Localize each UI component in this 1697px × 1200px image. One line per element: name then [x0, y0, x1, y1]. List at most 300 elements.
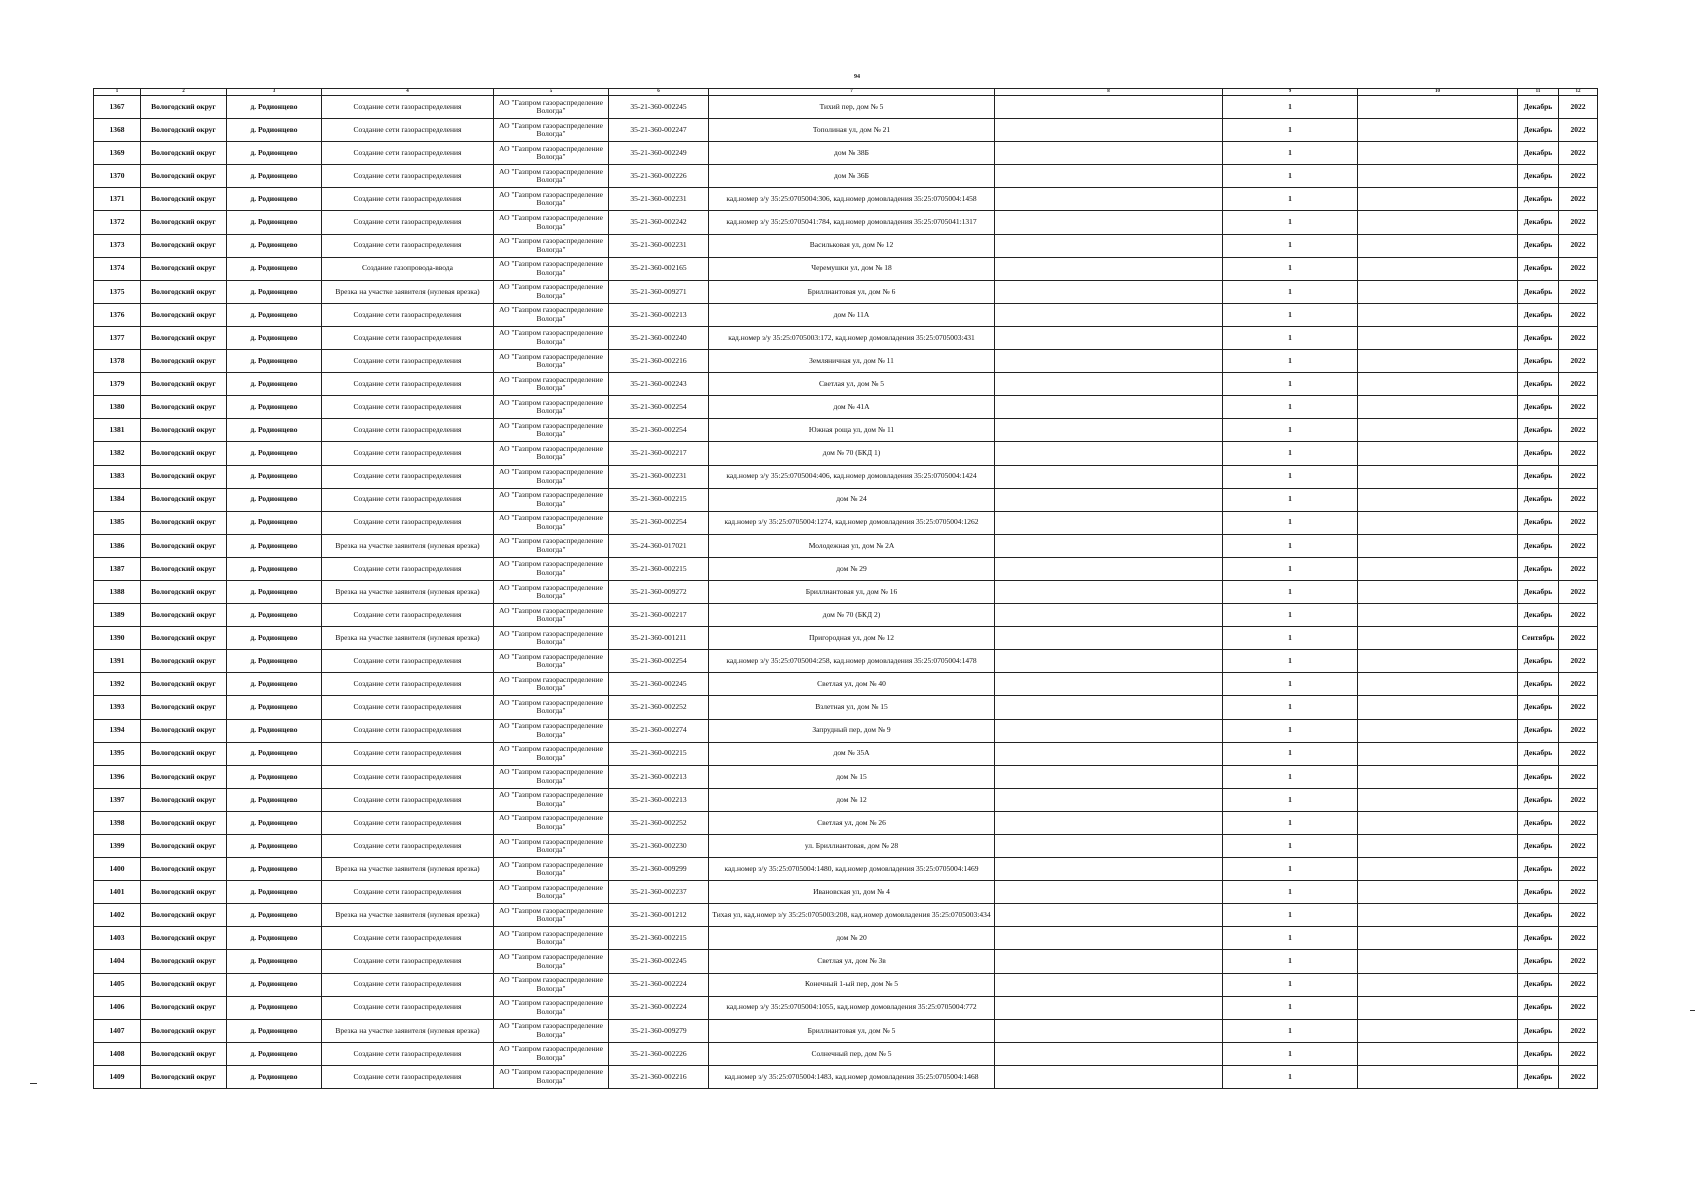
- address-cell: кад.номер з/у 35:25:0705004:1483, кад.номер домовладения 35:25:0705004:1468: [709, 1065, 995, 1088]
- organization-cell: АО "Газпром газораспределение Вологда": [494, 788, 609, 811]
- month-cell: Декабрь: [1518, 696, 1559, 719]
- work-type-cell: Создание сети газораспределения: [322, 396, 494, 419]
- object-code-cell: 35-21-360-002213: [609, 765, 709, 788]
- year-cell: 2022: [1559, 96, 1598, 119]
- district-cell: Вологодский округ: [141, 835, 227, 858]
- table-row: [94, 257, 1598, 280]
- quantity-cell: 1: [1223, 211, 1358, 234]
- object-code-cell: 35-21-360-002230: [609, 835, 709, 858]
- organization-cell: АО "Газпром газораспределение Вологда": [494, 996, 609, 1019]
- locality-cell: д. Родионцево: [227, 350, 322, 373]
- table-row: [94, 950, 1598, 973]
- month-cell: Декабрь: [1518, 788, 1559, 811]
- organization-cell: АО "Газпром газораспределение Вологда": [494, 234, 609, 257]
- table-row: [94, 673, 1598, 696]
- month-cell: Декабрь: [1518, 488, 1559, 511]
- work-type-cell: Создание сети газораспределения: [322, 788, 494, 811]
- column-number: 7: [709, 89, 995, 96]
- year-cell: 2022: [1559, 904, 1598, 927]
- column-8-cell: [995, 858, 1223, 881]
- work-type-cell: Создание сети газораспределения: [322, 465, 494, 488]
- column-10-cell: [1358, 326, 1518, 349]
- work-type-cell: Создание сети газораспределения: [322, 511, 494, 534]
- object-code-cell: 35-21-360-002217: [609, 604, 709, 627]
- work-type-cell: Создание сети газораспределения: [322, 557, 494, 580]
- organization-cell: АО "Газпром газораспределение Вологда": [494, 211, 609, 234]
- row-number: 1386: [94, 534, 141, 557]
- table-row: [94, 742, 1598, 765]
- address-cell: дом № 41А: [709, 396, 995, 419]
- column-10-cell: [1358, 858, 1518, 881]
- district-cell: Вологодский округ: [141, 904, 227, 927]
- district-cell: Вологодский округ: [141, 350, 227, 373]
- column-8-cell: [995, 488, 1223, 511]
- table-row: [94, 396, 1598, 419]
- table-row: [94, 188, 1598, 211]
- address-cell: дом № 70 (БКД 1): [709, 442, 995, 465]
- table-row: [94, 811, 1598, 834]
- column-8-cell: [995, 373, 1223, 396]
- locality-cell: д. Родионцево: [227, 557, 322, 580]
- column-8-cell: [995, 534, 1223, 557]
- object-code-cell: 35-21-360-002224: [609, 973, 709, 996]
- locality-cell: д. Родионцево: [227, 742, 322, 765]
- table-row: [94, 442, 1598, 465]
- column-10-cell: [1358, 650, 1518, 673]
- year-cell: 2022: [1559, 511, 1598, 534]
- column-10-cell: [1358, 119, 1518, 142]
- address-cell: Бриллиантовая ул, дом № 5: [709, 1019, 995, 1042]
- row-number: 1392: [94, 673, 141, 696]
- column-8-cell: [995, 742, 1223, 765]
- quantity-cell: 1: [1223, 96, 1358, 119]
- quantity-cell: 1: [1223, 557, 1358, 580]
- month-cell: Декабрь: [1518, 326, 1559, 349]
- organization-cell: АО "Газпром газораспределение Вологда": [494, 835, 609, 858]
- work-type-cell: Создание сети газораспределения: [322, 811, 494, 834]
- table-row: [94, 280, 1598, 303]
- locality-cell: д. Родионцево: [227, 303, 322, 326]
- year-cell: 2022: [1559, 373, 1598, 396]
- year-cell: 2022: [1559, 119, 1598, 142]
- row-number: 1376: [94, 303, 141, 326]
- object-code-cell: 35-21-360-002216: [609, 350, 709, 373]
- table-row: [94, 303, 1598, 326]
- district-cell: Вологодский округ: [141, 557, 227, 580]
- month-cell: Сентябрь: [1518, 627, 1559, 650]
- object-code-cell: 35-21-360-001211: [609, 627, 709, 650]
- organization-cell: АО "Газпром газораспределение Вологда": [494, 811, 609, 834]
- year-cell: 2022: [1559, 257, 1598, 280]
- locality-cell: д. Родионцево: [227, 673, 322, 696]
- district-cell: Вологодский округ: [141, 650, 227, 673]
- column-8-cell: [995, 1042, 1223, 1065]
- quantity-cell: 1: [1223, 1065, 1358, 1088]
- work-type-cell: Создание сети газораспределения: [322, 650, 494, 673]
- work-type-cell: Создание сети газораспределения: [322, 303, 494, 326]
- organization-cell: АО "Газпром газораспределение Вологда": [494, 1065, 609, 1088]
- column-8-cell: [995, 419, 1223, 442]
- organization-cell: АО "Газпром газораспределение Вологда": [494, 326, 609, 349]
- address-cell: дом № 38Б: [709, 142, 995, 165]
- column-8-cell: [995, 996, 1223, 1019]
- locality-cell: д. Родионцево: [227, 511, 322, 534]
- organization-cell: АО "Газпром газораспределение Вологда": [494, 488, 609, 511]
- address-cell: кад.номер з/у 35:25:0705003:172, кад.номер домовладения 35:25:0705003:431: [709, 326, 995, 349]
- quantity-cell: 1: [1223, 604, 1358, 627]
- column-number: 8: [995, 89, 1223, 96]
- district-cell: Вологодский округ: [141, 326, 227, 349]
- row-number: 1405: [94, 973, 141, 996]
- column-10-cell: [1358, 673, 1518, 696]
- locality-cell: д. Родионцево: [227, 488, 322, 511]
- work-type-cell: Создание сети газораспределения: [322, 188, 494, 211]
- quantity-cell: 1: [1223, 350, 1358, 373]
- organization-cell: АО "Газпром газораспределение Вологда": [494, 396, 609, 419]
- locality-cell: д. Родионцево: [227, 534, 322, 557]
- address-cell: кад.номер з/у 35:25:0705004:1274, кад.номер домовладения 35:25:0705004:1262: [709, 511, 995, 534]
- district-cell: Вологодский округ: [141, 1065, 227, 1088]
- column-10-cell: [1358, 257, 1518, 280]
- locality-cell: д. Родионцево: [227, 835, 322, 858]
- column-10-cell: [1358, 996, 1518, 1019]
- address-cell: кад.номер з/у 35:25:0705004:306, кад.номер домовладения 35:25:0705004:1458: [709, 188, 995, 211]
- year-cell: 2022: [1559, 350, 1598, 373]
- table-row: [94, 1042, 1598, 1065]
- locality-cell: д. Родионцево: [227, 1065, 322, 1088]
- work-type-cell: Врезка на участке заявителя (нулевая врезка): [322, 627, 494, 650]
- month-cell: Декабрь: [1518, 511, 1559, 534]
- year-cell: 2022: [1559, 1065, 1598, 1088]
- month-cell: Декабрь: [1518, 234, 1559, 257]
- address-cell: дом № 36Б: [709, 165, 995, 188]
- year-cell: 2022: [1559, 858, 1598, 881]
- locality-cell: д. Родионцево: [227, 188, 322, 211]
- address-cell: Черемушки ул, дом № 18: [709, 257, 995, 280]
- year-cell: 2022: [1559, 973, 1598, 996]
- locality-cell: д. Родионцево: [227, 165, 322, 188]
- organization-cell: АО "Газпром газораспределение Вологда": [494, 373, 609, 396]
- organization-cell: АО "Газпром газораспределение Вологда": [494, 534, 609, 557]
- quantity-cell: 1: [1223, 188, 1358, 211]
- quantity-cell: 1: [1223, 165, 1358, 188]
- year-cell: 2022: [1559, 534, 1598, 557]
- column-8-cell: [995, 557, 1223, 580]
- month-cell: Декабрь: [1518, 835, 1559, 858]
- quantity-cell: 1: [1223, 442, 1358, 465]
- row-number: 1368: [94, 119, 141, 142]
- column-8-cell: [995, 465, 1223, 488]
- column-10-cell: [1358, 1065, 1518, 1088]
- row-number: 1383: [94, 465, 141, 488]
- quantity-cell: 1: [1223, 257, 1358, 280]
- organization-cell: АО "Газпром газораспределение Вологда": [494, 696, 609, 719]
- table-row: [94, 511, 1598, 534]
- object-code-cell: 35-21-360-002252: [609, 811, 709, 834]
- table-row: [94, 904, 1598, 927]
- month-cell: Декабрь: [1518, 396, 1559, 419]
- row-number: 1396: [94, 765, 141, 788]
- year-cell: 2022: [1559, 303, 1598, 326]
- object-code-cell: 35-24-360-017021: [609, 534, 709, 557]
- column-8-cell: [995, 350, 1223, 373]
- row-number: 1404: [94, 950, 141, 973]
- organization-cell: АО "Газпром газораспределение Вологда": [494, 280, 609, 303]
- row-number: 1385: [94, 511, 141, 534]
- column-number: 11: [1518, 89, 1559, 96]
- address-cell: кад.номер з/у 35:25:0705041:784, кад.номер домовладения 35:25:0705041:1317: [709, 211, 995, 234]
- object-code-cell: 35-21-360-002231: [609, 234, 709, 257]
- quantity-cell: 1: [1223, 788, 1358, 811]
- column-8-cell: [995, 765, 1223, 788]
- district-cell: Вологодский округ: [141, 996, 227, 1019]
- column-number: 4: [322, 89, 494, 96]
- column-10-cell: [1358, 811, 1518, 834]
- organization-cell: АО "Газпром газораспределение Вологда": [494, 742, 609, 765]
- column-8-cell: [995, 811, 1223, 834]
- table-row: [94, 927, 1598, 950]
- district-cell: Вологодский округ: [141, 465, 227, 488]
- work-type-cell: Создание сети газораспределения: [322, 719, 494, 742]
- year-cell: 2022: [1559, 557, 1598, 580]
- year-cell: 2022: [1559, 742, 1598, 765]
- table-row: [94, 996, 1598, 1019]
- locality-cell: д. Родионцево: [227, 419, 322, 442]
- row-number: 1398: [94, 811, 141, 834]
- column-10-cell: [1358, 557, 1518, 580]
- column-10-cell: [1358, 1019, 1518, 1042]
- object-code-cell: 35-21-360-002254: [609, 511, 709, 534]
- locality-cell: д. Родионцево: [227, 696, 322, 719]
- work-type-cell: Врезка на участке заявителя (нулевая врезка): [322, 904, 494, 927]
- work-type-cell: Создание сети газораспределения: [322, 765, 494, 788]
- organization-cell: АО "Газпром газораспределение Вологда": [494, 858, 609, 881]
- quantity-cell: 1: [1223, 119, 1358, 142]
- column-number: 9: [1223, 89, 1358, 96]
- month-cell: Декабрь: [1518, 442, 1559, 465]
- address-cell: Солнечный пер, дом № 5: [709, 1042, 995, 1065]
- district-cell: Вологодский округ: [141, 950, 227, 973]
- column-10-cell: [1358, 488, 1518, 511]
- month-cell: Декабрь: [1518, 858, 1559, 881]
- district-cell: Вологодский округ: [141, 811, 227, 834]
- year-cell: 2022: [1559, 996, 1598, 1019]
- address-cell: Южная роща ул, дом № 11: [709, 419, 995, 442]
- object-code-cell: 35-21-360-002274: [609, 719, 709, 742]
- organization-cell: АО "Газпром газораспределение Вологда": [494, 604, 609, 627]
- district-cell: Вологодский округ: [141, 142, 227, 165]
- object-code-cell: 35-21-360-002215: [609, 927, 709, 950]
- year-cell: 2022: [1559, 1042, 1598, 1065]
- address-cell: Светлая ул, дом № 5: [709, 373, 995, 396]
- locality-cell: д. Родионцево: [227, 211, 322, 234]
- quantity-cell: 1: [1223, 396, 1358, 419]
- district-cell: Вологодский округ: [141, 927, 227, 950]
- district-cell: Вологодский округ: [141, 858, 227, 881]
- work-type-cell: Создание сети газораспределения: [322, 673, 494, 696]
- month-cell: Декабрь: [1518, 373, 1559, 396]
- column-10-cell: [1358, 788, 1518, 811]
- column-10-cell: [1358, 211, 1518, 234]
- address-cell: дом № 12: [709, 788, 995, 811]
- month-cell: Декабрь: [1518, 927, 1559, 950]
- year-cell: 2022: [1559, 580, 1598, 603]
- locality-cell: д. Родионцево: [227, 396, 322, 419]
- object-code-cell: 35-21-360-002215: [609, 742, 709, 765]
- quantity-cell: 1: [1223, 511, 1358, 534]
- locality-cell: д. Родионцево: [227, 904, 322, 927]
- district-cell: Вологодский округ: [141, 396, 227, 419]
- object-code-cell: 35-21-360-002231: [609, 465, 709, 488]
- locality-cell: д. Родионцево: [227, 280, 322, 303]
- work-type-cell: Создание сети газораспределения: [322, 973, 494, 996]
- district-cell: Вологодский округ: [141, 580, 227, 603]
- district-cell: Вологодский округ: [141, 627, 227, 650]
- month-cell: Декабрь: [1518, 1019, 1559, 1042]
- table-row: [94, 835, 1598, 858]
- column-number-row: [94, 89, 1598, 96]
- quantity-cell: 1: [1223, 881, 1358, 904]
- locality-cell: д. Родионцево: [227, 119, 322, 142]
- year-cell: 2022: [1559, 465, 1598, 488]
- locality-cell: д. Родионцево: [227, 950, 322, 973]
- year-cell: 2022: [1559, 1019, 1598, 1042]
- work-type-cell: Врезка на участке заявителя (нулевая врезка): [322, 280, 494, 303]
- month-cell: Декабрь: [1518, 1042, 1559, 1065]
- year-cell: 2022: [1559, 419, 1598, 442]
- row-number: 1388: [94, 580, 141, 603]
- column-8-cell: [995, 1065, 1223, 1088]
- quantity-cell: 1: [1223, 973, 1358, 996]
- column-10-cell: [1358, 188, 1518, 211]
- year-cell: 2022: [1559, 881, 1598, 904]
- column-8-cell: [995, 673, 1223, 696]
- month-cell: Декабрь: [1518, 188, 1559, 211]
- year-cell: 2022: [1559, 719, 1598, 742]
- year-cell: 2022: [1559, 696, 1598, 719]
- table-row: [94, 973, 1598, 996]
- district-cell: Вологодский округ: [141, 604, 227, 627]
- quantity-cell: 1: [1223, 950, 1358, 973]
- year-cell: 2022: [1559, 765, 1598, 788]
- column-10-cell: [1358, 580, 1518, 603]
- month-cell: Декабрь: [1518, 904, 1559, 927]
- locality-cell: д. Родионцево: [227, 257, 322, 280]
- address-cell: Васильковая ул, дом № 12: [709, 234, 995, 257]
- row-number: 1379: [94, 373, 141, 396]
- column-10-cell: [1358, 142, 1518, 165]
- row-number: 1373: [94, 234, 141, 257]
- district-cell: Вологодский округ: [141, 788, 227, 811]
- month-cell: Декабрь: [1518, 96, 1559, 119]
- object-code-cell: 35-21-360-002247: [609, 119, 709, 142]
- address-cell: Бриллиантовая ул, дом № 16: [709, 580, 995, 603]
- quantity-cell: 1: [1223, 927, 1358, 950]
- address-cell: Тихий пер, дом № 5: [709, 96, 995, 119]
- work-type-cell: Создание сети газораспределения: [322, 927, 494, 950]
- locality-cell: д. Родионцево: [227, 142, 322, 165]
- column-8-cell: [995, 627, 1223, 650]
- month-cell: Декабрь: [1518, 465, 1559, 488]
- month-cell: Декабрь: [1518, 557, 1559, 580]
- address-cell: кад.номер з/у 35:25:0705004:406, кад.номер домовладения 35:25:0705004:1424: [709, 465, 995, 488]
- column-10-cell: [1358, 904, 1518, 927]
- district-cell: Вологодский округ: [141, 119, 227, 142]
- table-row: [94, 788, 1598, 811]
- column-10-cell: [1358, 534, 1518, 557]
- table-row: [94, 1019, 1598, 1042]
- organization-cell: АО "Газпром газораспределение Вологда": [494, 881, 609, 904]
- column-10-cell: [1358, 165, 1518, 188]
- column-10-cell: [1358, 835, 1518, 858]
- locality-cell: д. Родионцево: [227, 996, 322, 1019]
- work-type-cell: Создание сети газораспределения: [322, 142, 494, 165]
- object-code-cell: 35-21-360-002242: [609, 211, 709, 234]
- object-code-cell: 35-21-360-002213: [609, 303, 709, 326]
- object-code-cell: 35-21-360-002243: [609, 373, 709, 396]
- year-cell: 2022: [1559, 165, 1598, 188]
- table-row: [94, 858, 1598, 881]
- object-code-cell: 35-21-360-002224: [609, 996, 709, 1019]
- month-cell: Декабрь: [1518, 604, 1559, 627]
- work-type-cell: Врезка на участке заявителя (нулевая врезка): [322, 534, 494, 557]
- table-row: [94, 650, 1598, 673]
- work-type-cell: Создание сети газораспределения: [322, 373, 494, 396]
- object-code-cell: 35-21-360-002254: [609, 396, 709, 419]
- organization-cell: АО "Газпром газораспределение Вологда": [494, 650, 609, 673]
- organization-cell: АО "Газпром газораспределение Вологда": [494, 511, 609, 534]
- address-cell: Тихая ул, кад.номер з/у 35:25:0705003:208, кад.номер домовладения 35:25:0705003:434: [709, 904, 995, 927]
- row-number: 1395: [94, 742, 141, 765]
- column-10-cell: [1358, 604, 1518, 627]
- address-cell: дом № 15: [709, 765, 995, 788]
- quantity-cell: 1: [1223, 419, 1358, 442]
- row-number: 1403: [94, 927, 141, 950]
- object-code-cell: 35-21-360-002245: [609, 673, 709, 696]
- column-10-cell: [1358, 742, 1518, 765]
- locality-cell: д. Родионцево: [227, 373, 322, 396]
- table-row: [94, 465, 1598, 488]
- district-cell: Вологодский округ: [141, 234, 227, 257]
- object-code-cell: 35-21-360-002215: [609, 557, 709, 580]
- locality-cell: д. Родионцево: [227, 580, 322, 603]
- address-cell: дом № 70 (БКД 2): [709, 604, 995, 627]
- column-10-cell: [1358, 881, 1518, 904]
- column-8-cell: [995, 280, 1223, 303]
- district-cell: Вологодский округ: [141, 534, 227, 557]
- quantity-cell: 1: [1223, 719, 1358, 742]
- quantity-cell: 1: [1223, 142, 1358, 165]
- year-cell: 2022: [1559, 950, 1598, 973]
- column-number: 5: [494, 89, 609, 96]
- column-8-cell: [995, 950, 1223, 973]
- row-number: 1378: [94, 350, 141, 373]
- year-cell: 2022: [1559, 142, 1598, 165]
- year-cell: 2022: [1559, 927, 1598, 950]
- organization-cell: АО "Газпром газораспределение Вологда": [494, 1042, 609, 1065]
- table-row: [94, 604, 1598, 627]
- month-cell: Декабрь: [1518, 996, 1559, 1019]
- organization-cell: АО "Газпром газораспределение Вологда": [494, 96, 609, 119]
- quantity-cell: 1: [1223, 650, 1358, 673]
- address-cell: дом № 24: [709, 488, 995, 511]
- month-cell: Декабрь: [1518, 119, 1559, 142]
- column-10-cell: [1358, 396, 1518, 419]
- column-10-cell: [1358, 303, 1518, 326]
- column-8-cell: [995, 96, 1223, 119]
- locality-cell: д. Родионцево: [227, 1019, 322, 1042]
- column-8-cell: [995, 1019, 1223, 1042]
